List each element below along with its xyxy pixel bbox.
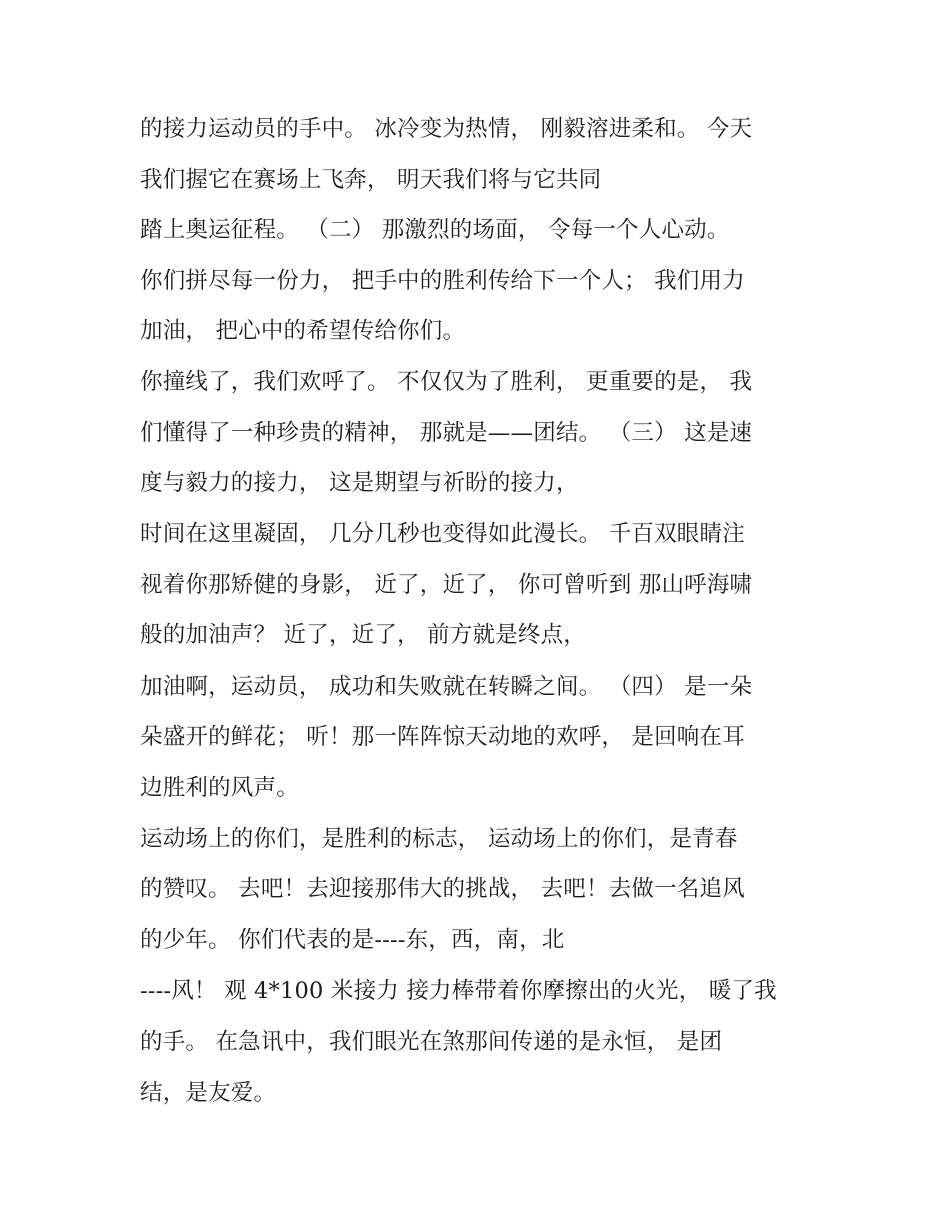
text-line: 加油， 把心中的希望传给你们。 <box>140 318 466 344</box>
text-line: 加油啊，运动员， 成功和失败就在转瞬之间。 （四） 是一朵 <box>140 674 753 700</box>
text-line: 边胜利的风声。 <box>140 775 299 801</box>
text-line: 的接力运动员的手中。 冰冷变为热情， 刚毅溶进柔和。 今天 <box>140 116 753 142</box>
text-line: 视着你那矫健的身影， 近了，近了， 你可曾听到 那山呼海啸 <box>140 572 753 598</box>
text-line: 运动场上的你们，是胜利的标志， 运动场上的你们，是青春 <box>140 826 738 852</box>
text-line: 的手。 在急讯中，我们眼光在煞那间传递的是永恒， 是团 <box>140 1029 723 1055</box>
text-line: 结，是友爱。 <box>140 1080 277 1106</box>
text-line: 时间在这里凝固， 几分几秒也变得如此漫长。 千百双眼睛注 <box>140 521 745 547</box>
text-line: 你撞线了，我们欢呼了。 不仅仅为了胜利， 更重要的是， 我 <box>140 369 753 395</box>
text-line: 的少年。 你们代表的是----东，西，南，北 <box>140 927 565 953</box>
text-line: 的赞叹。 去吧！去迎接那伟大的挑战， 去吧！去做一名追风 <box>140 876 745 902</box>
text-line: 度与毅力的接力， 这是期望与祈盼的接力， <box>140 470 579 496</box>
text-line: 你们拼尽每一份力， 把手中的胜利传给下一个人； 我们用力 <box>140 268 745 294</box>
text-line: 我们握它在赛场上飞奔， 明天我们将与它共同 <box>140 167 602 193</box>
text-line: 踏上奥运征程。 （二） 那激烈的场面， 令每一个人心动。 <box>140 217 730 243</box>
text-line: ----风！ 观 4*100 米接力 接力棒带着你摩擦出的火光， 暖了我 <box>140 978 777 1004</box>
text-line: 般的加油声？ 近了，近了， 前方就是终点， <box>140 622 587 648</box>
text-line: 朵盛开的鲜花； 听！那一阵阵惊天动地的欢呼， 是回响在耳 <box>140 724 745 750</box>
text-line: 们懂得了一种珍贵的精神， 那就是——团结。 （三） 这是速 <box>140 420 753 446</box>
